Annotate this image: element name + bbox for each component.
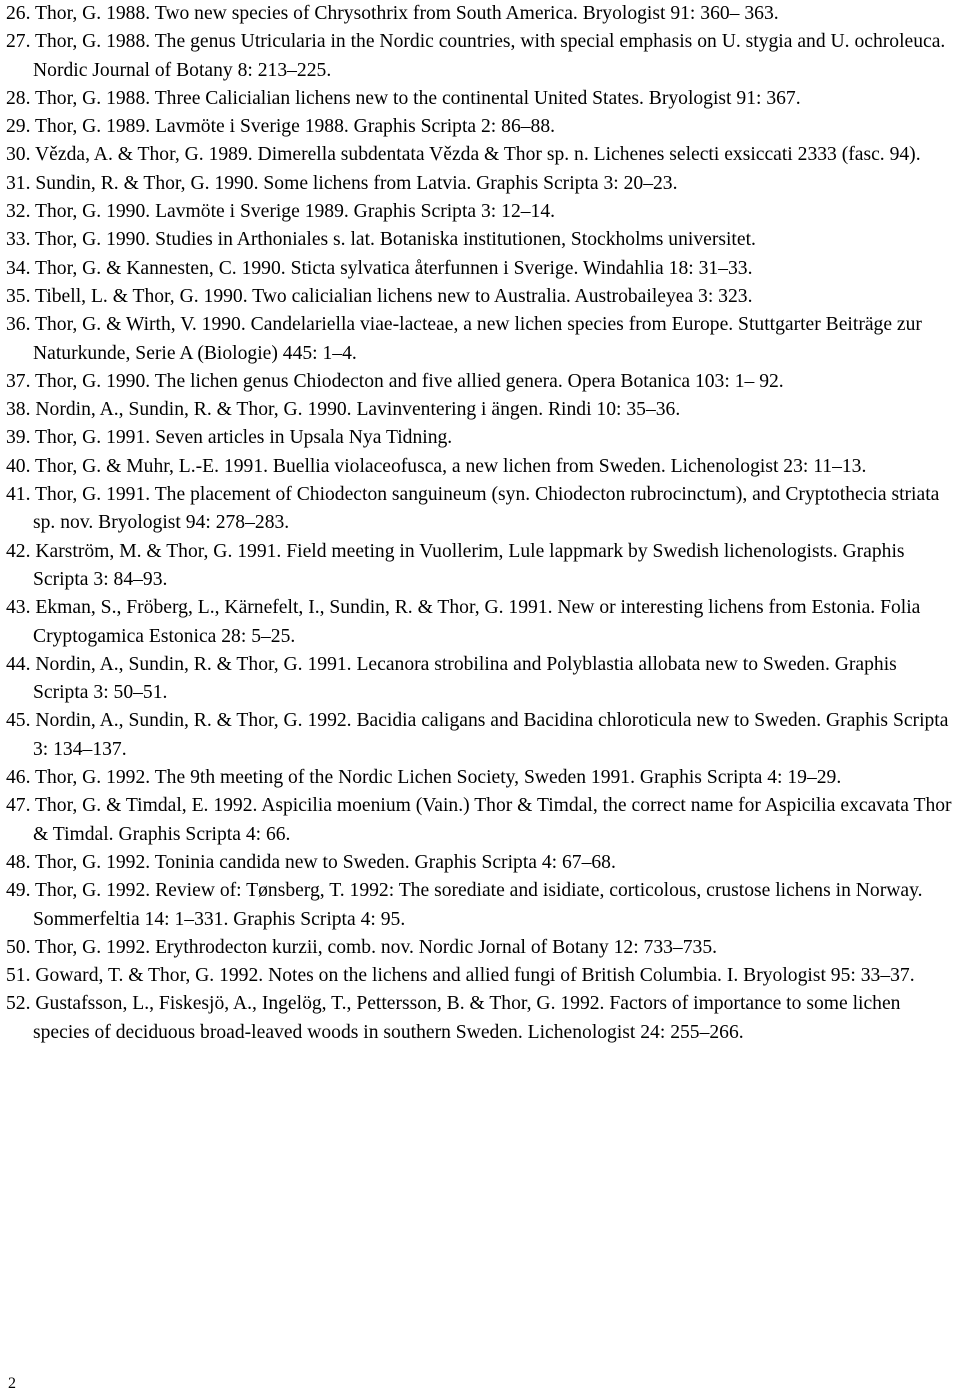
reference-item-41: 41. Thor, G. 1991. The placement of Chiodecton sanguineum (syn. Chiodecton rubrocinctum), and Cryptothecia striata sp. nov. Bryologist 94: 278–283. <box>6 484 940 534</box>
reference-item-42: 42. Karström, M. & Thor, G. 1991. Field meeting in Vuollerim, Lule lappmark by Swedish lichenologists. Graphis Scripta 3: 84–93. <box>6 540 905 590</box>
document-page <box>6 0 956 1047</box>
reference-item-28: 28. Thor, G. 1988. Three Calicialian lichens new to the continental United States. Bryologist 91: 367. <box>6 87 801 109</box>
reference-item-51: 51. Goward, T. & Thor, G. 1992. Notes on the lichens and allied fungi of British Columbia. I. Bryologist 95: 33–37. <box>6 965 915 987</box>
reference-item-26: 26. Thor, G. 1988. Two new species of Chrysothrix from South America. Bryologist 91: 360– 363. <box>6 3 779 24</box>
reference-item-34: 34. Thor, G. & Kannesten, C. 1990. Sticta sylvatica återfunnen i Sverige. Windahlia 18: 31–33. <box>6 257 753 279</box>
reference-item-47: 47. Thor, G. & Timdal, E. 1992. Aspicilia moenium (Vain.) Thor & Timdal, the correct name for Aspicilia excavata Thor & Timdal. Graphis Scripta 4: 66. <box>6 795 952 845</box>
reference-item-40: 40. Thor, G. & Muhr, L.-E. 1991. Buellia violaceofusca, a new lichen from Sweden. Lichenologist 23: 11–13. <box>6 455 867 477</box>
reference-item-39: 39. Thor, G. 1991. Seven articles in Upsala Nya Tidning. <box>6 427 453 449</box>
reference-item-29: 29. Thor, G. 1989. Lavmöte i Sverige 1988. Graphis Scripta 2: 86–88. <box>6 116 556 138</box>
reference-item-35: 35. Tibell, L. & Thor, G. 1990. Two calicialian lichens new to Australia. Austrobaileyea 3: 323. <box>6 285 753 307</box>
reference-item-50: 50. Thor, G. 1992. Erythrodecton kurzii, comb. nov. Nordic Jornal of Botany 12: 733–735. <box>6 936 718 958</box>
reference-item-31: 31. Sundin, R. & Thor, G. 1990. Some lichens from Latvia. Graphis Scripta 3: 20–23. <box>6 172 678 194</box>
reference-item-32: 32. Thor, G. 1990. Lavmöte i Sverige 1989. Graphis Scripta 3: 12–14. <box>6 201 556 223</box>
reference-item-36: 36. Thor, G. & Wirth, V. 1990. Candelariella viae-lacteae, a new lichen species from Europe. Stuttgarter Beiträge zur Naturkunde, Serie A (Biologie) 445: 1–4. <box>6 314 922 364</box>
reference-item-37: 37. Thor, G. 1990. The lichen genus Chiodecton and five allied genera. Opera Botanica 103: 1– 92. <box>6 370 784 392</box>
reference-item-38: 38. Nordin, A., Sundin, R. & Thor, G. 1990. Lavinventering i ängen. Rindi 10: 35–36. <box>6 399 681 421</box>
reference-item-49: 49. Thor, G. 1992. Review of: Tønsberg, T. 1992: The sorediate and isidiate, corticolous, crustose lichens in Norway. Sommerfeltia 14: 1–331. Graphis Scripta 4: 95. <box>6 880 923 930</box>
reference-item-27: 27. Thor, G. 1988. The genus Utricularia in the Nordic countries, with special emphasis on U. stygia and U. ochroleuca. Nordic Journal of Botany 8: 213–225. <box>6 31 946 81</box>
reference-item-30: 30. Vězda, A. & Thor, G. 1989. Dimerella subdentata Vězda & Thor sp. n. Lichenes selecti exsiccati 2333 (fasc. 94). <box>6 144 921 166</box>
reference-item-44: 44. Nordin, A., Sundin, R. & Thor, G. 1991. Lecanora strobilina and Polyblastia allobata new to Sweden. Graphis Scripta 3: 50–51. <box>6 653 897 704</box>
reference-item-52: 52. Gustafsson, L., Fiskesjö, A., Ingelög, T., Pettersson, B. & Thor, G. 1992. Factors of importance to some lichen species of deciduous broad-leaved woods in southern Sweden. Lichenologist 24: 255–266. <box>6 993 901 1043</box>
reference-list <box>6 0 956 1047</box>
reference-item-33: 33. Thor, G. 1990. Studies in Arthoniales s. lat. Botaniska institutionen, Stockholms universitet. <box>6 229 756 251</box>
page-number: 2 <box>8 1375 16 1392</box>
reference-item-45: 45. Nordin, A., Sundin, R. & Thor, G. 1992. Bacidia caligans and Bacidina chloroticula new to Sweden. Graphis Scripta 3: 134–137. <box>6 710 949 760</box>
reference-item-43: 43. Ekman, S., Fröberg, L., Kärnefelt, I., Sundin, R. & Thor, G. 1991. New or interesting lichens from Estonia. Folia Cryptogamica Estonica 28: 5–25. <box>6 597 921 647</box>
reference-item-46: 46. Thor, G. 1992. The 9th meeting of the Nordic Lichen Society, Sweden 1991. Graphis Scripta 4: 19–29. <box>6 767 842 789</box>
reference-item-48: 48. Thor, G. 1992. Toninia candida new to Sweden. Graphis Scripta 4: 67–68. <box>6 851 616 873</box>
